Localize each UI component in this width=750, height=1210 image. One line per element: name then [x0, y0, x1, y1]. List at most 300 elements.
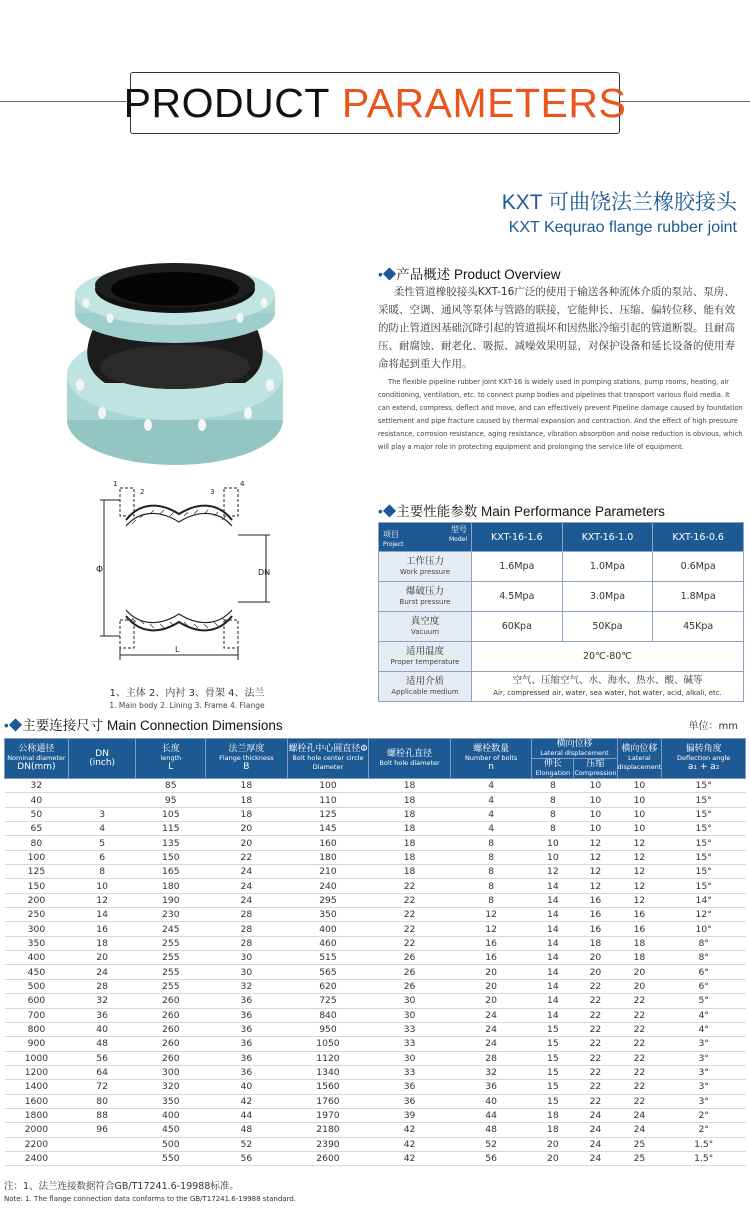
table-cell: 15° — [662, 865, 746, 879]
param-value: 0.6Mpa — [653, 552, 744, 582]
table-cell: 14 — [532, 922, 574, 936]
table-cell: 20 — [532, 1151, 574, 1165]
table-cell: 48 — [68, 1037, 136, 1051]
table-cell: 10 — [574, 793, 617, 807]
table-cell: 135 — [136, 836, 206, 850]
table-cell: 150 — [5, 879, 69, 893]
table-cell: 15 — [532, 1022, 574, 1036]
table-cell: 14 — [532, 951, 574, 965]
table-row — [5, 979, 746, 993]
table-cell: 1340 — [287, 1065, 369, 1079]
table-cell: 24 — [574, 1151, 617, 1165]
table-cell: 18 — [369, 822, 451, 836]
table-cell: 5° — [662, 994, 746, 1008]
table-cell: 16 — [574, 908, 617, 922]
table-cell: 295 — [287, 893, 369, 907]
table-cell: 18 — [206, 779, 288, 793]
col-bolt-hole: 螺栓孔直径 Bolt hole diameter — [369, 739, 451, 779]
page-banner — [123, 72, 627, 134]
table-row — [5, 965, 746, 979]
table-cell: 115 — [136, 822, 206, 836]
table-cell: 12 — [574, 865, 617, 879]
table-cell: 18 — [369, 850, 451, 864]
table-cell: 40 — [68, 1022, 136, 1036]
table-cell: 36 — [450, 1080, 532, 1094]
overview-heading-cn: 产品概述 — [396, 267, 451, 282]
table-cell: 24 — [574, 1123, 617, 1137]
table-cell: 1.5° — [662, 1137, 746, 1151]
table-cell: 39 — [369, 1108, 451, 1122]
table-cell: 1.5° — [662, 1151, 746, 1165]
table-cell: 88 — [68, 1108, 136, 1122]
table-cell: 36 — [206, 994, 288, 1008]
table-cell: 24 — [206, 893, 288, 907]
table-cell: 12 — [617, 850, 662, 864]
param-label: 爆破压力 Burst pressure — [379, 582, 472, 612]
table-row — [5, 1151, 746, 1165]
table-cell: 22 — [617, 1008, 662, 1022]
table-cell: 22 — [617, 1065, 662, 1079]
table-cell: 15 — [532, 1065, 574, 1079]
table-cell: 14 — [532, 979, 574, 993]
table-cell: 18 — [532, 1123, 574, 1137]
table-cell: 1200 — [5, 1065, 69, 1079]
overview-text-en: The flexible pipeline rubber joint KXT-16 is widely used in pumping stations, pump rooms, heating, air conditioning, ventilation, etc. to connect pump bodies and pipelines that transport various fluid media. It can extend, compress, deflect and move, and can effectively prevent Pipeline damage caused by foundation settlement and pipe fracture caused by thermal expansion and contraction. And the effect of high pressure resistance, corrosion resistance, aging resistance, vibration absorption and noise reduction is obvious, which will play a major role in protecting equipment and prolonging the service life of equipment. — [378, 378, 743, 451]
table-cell: 24 — [450, 1037, 532, 1051]
table-cell: 18 — [68, 936, 136, 950]
table-cell: 8 — [450, 850, 532, 864]
table-cell: 36 — [369, 1094, 451, 1108]
table-cell: 25 — [617, 1151, 662, 1165]
table-cell: 48 — [450, 1123, 532, 1137]
table-cell: 85 — [136, 779, 206, 793]
param-label: 真空度 Vacuum — [379, 612, 472, 642]
product-photo — [60, 255, 290, 470]
table-cell: 3° — [662, 1051, 746, 1065]
table-cell: 15 — [532, 1080, 574, 1094]
table-row — [5, 1094, 746, 1108]
table-cell: 22 — [617, 1051, 662, 1065]
table-cell: 28 — [206, 936, 288, 950]
table-cell: 33 — [369, 1065, 451, 1079]
table-cell: 14 — [532, 994, 574, 1008]
table-cell: 260 — [136, 1037, 206, 1051]
table-cell: 22 — [369, 922, 451, 936]
project-label-en: Project — [383, 541, 404, 548]
model-label-cn: 型号 — [451, 525, 467, 534]
table-cell: 20 — [574, 965, 617, 979]
table-cell: 450 — [5, 965, 69, 979]
table-cell: 33 — [369, 1022, 451, 1036]
table-cell: 8° — [662, 936, 746, 950]
table-cell: 8 — [532, 807, 574, 821]
note-cn: 注：1、法兰连接数据符合GB/T17241.6-19988标准。 — [4, 1181, 239, 1192]
table-row — [5, 1008, 746, 1022]
table-cell: 36 — [369, 1080, 451, 1094]
table-cell: 20 — [532, 1137, 574, 1151]
table-cell: 22 — [369, 936, 451, 950]
table-cell: 15 — [532, 1037, 574, 1051]
table-cell: 18 — [206, 807, 288, 821]
table-cell: 15° — [662, 807, 746, 821]
table-cell: 10 — [574, 779, 617, 793]
table-cell: 12 — [574, 879, 617, 893]
table-cell: 22 — [574, 1037, 617, 1051]
model-header: KXT-16-1.6 — [472, 523, 563, 552]
table-cell: 24 — [450, 1022, 532, 1036]
table-cell: 145 — [287, 822, 369, 836]
param-value: 3.0Mpa — [562, 582, 653, 612]
table-cell: 42 — [206, 1094, 288, 1108]
table-row — [5, 850, 746, 864]
performance-row — [379, 552, 744, 582]
table-cell: 30 — [206, 951, 288, 965]
table-cell: 30 — [369, 1051, 451, 1065]
table-cell: 15° — [662, 793, 746, 807]
table-cell: 33 — [369, 1037, 451, 1051]
table-cell: 12 — [68, 893, 136, 907]
table-cell: 56 — [68, 1051, 136, 1065]
model-label-en: Model — [448, 536, 467, 543]
dimensions-heading-en: Main Connection Dimensions — [107, 718, 283, 733]
table-cell: 4° — [662, 1008, 746, 1022]
table-cell — [68, 779, 136, 793]
table-cell: 400 — [136, 1108, 206, 1122]
table-cell: 16 — [617, 922, 662, 936]
table-cell: 10 — [532, 836, 574, 850]
table-cell: 80 — [68, 1094, 136, 1108]
table-cell: 460 — [287, 936, 369, 950]
table-cell: 14 — [532, 879, 574, 893]
col-nominal: 公称通径 Nominal diameter DN(mm) — [5, 739, 69, 779]
table-cell: 12° — [662, 908, 746, 922]
table-cell: 16 — [574, 893, 617, 907]
table-cell: 20 — [450, 965, 532, 979]
table-cell: 25 — [617, 1137, 662, 1151]
model-header: KXT-16-1.0 — [562, 523, 653, 552]
table-cell: 26 — [369, 965, 451, 979]
table-cell: 42 — [369, 1137, 451, 1151]
table-cell: 1120 — [287, 1051, 369, 1065]
table-cell: 28 — [206, 908, 288, 922]
table-cell: 160 — [287, 836, 369, 850]
table-cell: 10 — [68, 879, 136, 893]
param-label: 适用介质 Applicable medium — [379, 672, 472, 702]
table-cell: 44 — [206, 1108, 288, 1122]
performance-heading — [378, 500, 665, 520]
param-value: 空气、压缩空气、水、海水、热水、酸、碱等 Air, compressed air, water, sea water, hot water, acid, alkali, etc. — [472, 672, 744, 702]
table-cell: 18 — [574, 936, 617, 950]
table-cell: 22 — [574, 1065, 617, 1079]
table-cell: 350 — [287, 908, 369, 922]
table-cell: 8 — [450, 865, 532, 879]
table-cell: 26 — [369, 951, 451, 965]
product-title — [502, 186, 737, 237]
dimensions-table — [4, 738, 746, 1166]
table-cell: 2390 — [287, 1137, 369, 1151]
table-cell: 24 — [617, 1108, 662, 1122]
table-cell: 20 — [617, 979, 662, 993]
table-cell: 10° — [662, 922, 746, 936]
table-cell: 14° — [662, 893, 746, 907]
table-cell: 10 — [617, 822, 662, 836]
param-label: 工作压力 Work pressure — [379, 552, 472, 582]
table-cell: 1760 — [287, 1094, 369, 1108]
table-cell: 80 — [5, 836, 69, 850]
table-cell: 22 — [369, 879, 451, 893]
table-cell: 44 — [450, 1108, 532, 1122]
table-cell: 255 — [136, 979, 206, 993]
param-value: 1.0Mpa — [562, 552, 653, 582]
table-cell: 125 — [287, 807, 369, 821]
col-length: 长度 length L — [136, 739, 206, 779]
col-bolt-count: 螺栓数量 Number of bolts n — [450, 739, 532, 779]
table-cell: 100 — [287, 779, 369, 793]
table-row — [5, 893, 746, 907]
table-row — [5, 1123, 746, 1137]
performance-row — [379, 582, 744, 612]
param-value: 4.5Mpa — [472, 582, 563, 612]
table-cell: 20 — [450, 979, 532, 993]
table-cell: 8 — [450, 879, 532, 893]
table-cell: 240 — [287, 879, 369, 893]
table-cell: 450 — [136, 1123, 206, 1137]
table-cell: 20 — [68, 951, 136, 965]
performance-heading-cn: 主要性能参数 — [396, 504, 478, 519]
dimensions-heading — [4, 714, 283, 734]
table-cell: 24 — [206, 865, 288, 879]
table-cell: 20 — [206, 822, 288, 836]
table-cell: 18 — [617, 951, 662, 965]
table-cell: 96 — [68, 1123, 136, 1137]
param-value: 20℃-80℃ — [472, 642, 744, 672]
table-cell: 8 — [450, 836, 532, 850]
table-cell: 100 — [5, 850, 69, 864]
table-cell: 64 — [68, 1065, 136, 1079]
table-cell: 260 — [136, 1008, 206, 1022]
table-cell — [68, 793, 136, 807]
performance-row — [379, 642, 744, 672]
table-row — [5, 865, 746, 879]
callout-2: 2 — [140, 488, 145, 496]
table-cell: 18 — [617, 936, 662, 950]
table-cell: 30 — [369, 994, 451, 1008]
table-cell: 36 — [68, 1008, 136, 1022]
table-cell: 52 — [206, 1137, 288, 1151]
table-cell: 20 — [450, 994, 532, 1008]
table-row — [5, 793, 746, 807]
table-cell: 32 — [5, 779, 69, 793]
table-cell: 400 — [5, 951, 69, 965]
table-cell: 200 — [5, 893, 69, 907]
table-row — [5, 822, 746, 836]
table-cell: 1800 — [5, 1108, 69, 1122]
col-axial: 横向位移 Lateral displacement — [532, 739, 617, 759]
param-label: 适用温度 Proper temperature — [379, 642, 472, 672]
table-cell: 255 — [136, 951, 206, 965]
table-cell: 2° — [662, 1123, 746, 1137]
table-cell: 1600 — [5, 1094, 69, 1108]
table-cell: 36 — [206, 1065, 288, 1079]
table-cell: 16 — [450, 951, 532, 965]
table-cell: 400 — [287, 922, 369, 936]
table-cell: 36 — [206, 1022, 288, 1036]
table-cell: 105 — [136, 807, 206, 821]
notes — [4, 1178, 296, 1203]
table-cell: 260 — [136, 994, 206, 1008]
table-cell: 22 — [574, 994, 617, 1008]
table-cell: 950 — [287, 1022, 369, 1036]
dim-l-label: L — [175, 645, 180, 654]
col-flange-thickness: 法兰厚度 Flange thickness B — [206, 739, 288, 779]
table-cell: 12 — [617, 879, 662, 893]
table-cell: 95 — [136, 793, 206, 807]
table-cell: 15° — [662, 879, 746, 893]
table-cell: 1560 — [287, 1080, 369, 1094]
table-cell: 110 — [287, 793, 369, 807]
table-cell: 8 — [532, 793, 574, 807]
table-cell: 36 — [206, 1051, 288, 1065]
banner-word-product: PRODUCT — [123, 79, 330, 126]
table-cell: 24 — [206, 879, 288, 893]
table-cell: 3° — [662, 1037, 746, 1051]
table-row — [5, 922, 746, 936]
table-row — [5, 908, 746, 922]
table-row — [5, 1037, 746, 1051]
table-cell: 150 — [136, 850, 206, 864]
table-cell: 16 — [450, 936, 532, 950]
table-cell: 22 — [617, 1080, 662, 1094]
callout-1: 1 — [113, 480, 118, 488]
table-cell: 22 — [574, 1094, 617, 1108]
table-cell: 350 — [136, 1094, 206, 1108]
table-cell: 320 — [136, 1080, 206, 1094]
overview-text-cn: 柔性管道橡胶接头KXT-16广泛的使用于输送各种流体介质的泵站、泵房、采暖、空调、通风等泵体与管路的联接，它能伸长、压缩、偏转位移、能有效的防止管道因基础沉降引起的管道损坏和因热胀冷缩引起的管道断裂。且耐高压、耐腐蚀、耐老化、吸振、减噪效果明显，对保护设备和延长设备的使用寿命将起到重大作用。 — [378, 286, 735, 370]
table-cell: 8 — [532, 779, 574, 793]
table-cell: 22 — [574, 1080, 617, 1094]
table-cell: 40 — [5, 793, 69, 807]
table-cell: 22 — [369, 893, 451, 907]
param-value: 60Kpa — [472, 612, 563, 642]
table-cell: 4 — [450, 793, 532, 807]
table-cell: 22 — [617, 1037, 662, 1051]
table-cell: 48 — [206, 1123, 288, 1137]
dimensions-body — [5, 779, 746, 1166]
table-cell: 210 — [287, 865, 369, 879]
table-cell: 620 — [287, 979, 369, 993]
table-cell: 50 — [5, 807, 69, 821]
col-inch: DN (inch) — [68, 739, 136, 779]
table-cell: 14 — [532, 936, 574, 950]
project-label-cn: 项目 — [383, 530, 399, 539]
table-cell: 15° — [662, 779, 746, 793]
table-cell: 250 — [5, 908, 69, 922]
col-compression: 压缩 Compression — [574, 758, 617, 777]
table-cell: 56 — [206, 1151, 288, 1165]
product-title-cn: KXT 可曲饶法兰橡胶接头 — [501, 191, 737, 214]
unit-label: 单位：mm — [688, 721, 738, 732]
note-en: Note: 1. The flange connection data conforms to the GB/T17241.6-19988 standard. — [4, 1195, 297, 1203]
param-value: 50Kpa — [562, 612, 653, 642]
table-cell — [68, 1151, 136, 1165]
table-cell: 180 — [136, 879, 206, 893]
table-cell: 4 — [450, 822, 532, 836]
table-cell: 24 — [574, 1108, 617, 1122]
table-cell: 2° — [662, 1108, 746, 1122]
overview-heading — [378, 263, 561, 283]
table-cell: 700 — [5, 1008, 69, 1022]
table-cell: 1970 — [287, 1108, 369, 1122]
param-value: 1.6Mpa — [472, 552, 563, 582]
table-cell: 6° — [662, 965, 746, 979]
table-cell: 22 — [369, 908, 451, 922]
overview-heading-en: Product Overview — [454, 267, 561, 282]
table-cell: 22 — [574, 1051, 617, 1065]
table-row — [5, 1065, 746, 1079]
table-cell: 565 — [287, 965, 369, 979]
callout-3: 3 — [210, 488, 215, 496]
table-cell: 1000 — [5, 1051, 69, 1065]
table-cell: 4 — [450, 779, 532, 793]
performance-row — [379, 672, 744, 702]
table-cell: 18 — [369, 865, 451, 879]
table-cell: 32 — [68, 994, 136, 1008]
table-cell: 245 — [136, 922, 206, 936]
table-cell: 500 — [5, 979, 69, 993]
table-cell: 28 — [206, 922, 288, 936]
table-cell: 2200 — [5, 1137, 69, 1151]
table-cell: 125 — [5, 865, 69, 879]
table-cell: 30 — [206, 965, 288, 979]
table-cell: 12 — [532, 865, 574, 879]
table-cell: 32 — [206, 979, 288, 993]
table-cell: 180 — [287, 850, 369, 864]
table-cell: 12 — [617, 836, 662, 850]
table-cell: 12 — [574, 850, 617, 864]
table-row — [5, 879, 746, 893]
table-cell: 12 — [450, 908, 532, 922]
cross-section-drawing — [80, 480, 290, 670]
table-cell: 4 — [450, 807, 532, 821]
table-cell: 515 — [287, 951, 369, 965]
drawing-caption — [92, 684, 282, 710]
table-cell: 36 — [206, 1037, 288, 1051]
table-cell: 15° — [662, 850, 746, 864]
performance-corner-cell — [379, 523, 472, 552]
table-cell: 725 — [287, 994, 369, 1008]
table-cell: 1400 — [5, 1080, 69, 1094]
table-cell: 26 — [369, 979, 451, 993]
table-cell: 10 — [617, 793, 662, 807]
table-cell: 56 — [450, 1151, 532, 1165]
table-cell: 40 — [450, 1094, 532, 1108]
table-cell: 500 — [136, 1137, 206, 1151]
table-cell: 20 — [617, 965, 662, 979]
table-cell: 8 — [450, 893, 532, 907]
dim-phi-label: Φ — [96, 565, 104, 575]
table-row — [5, 836, 746, 850]
table-cell: 28 — [68, 979, 136, 993]
table-cell: 14 — [532, 893, 574, 907]
table-cell: 14 — [68, 908, 136, 922]
callout-4: 4 — [240, 480, 245, 488]
table-cell: 12 — [617, 865, 662, 879]
table-cell: 8 — [68, 865, 136, 879]
table-cell: 42 — [369, 1123, 451, 1137]
table-cell: 18 — [369, 793, 451, 807]
table-cell: 12 — [574, 836, 617, 850]
table-cell: 15° — [662, 822, 746, 836]
